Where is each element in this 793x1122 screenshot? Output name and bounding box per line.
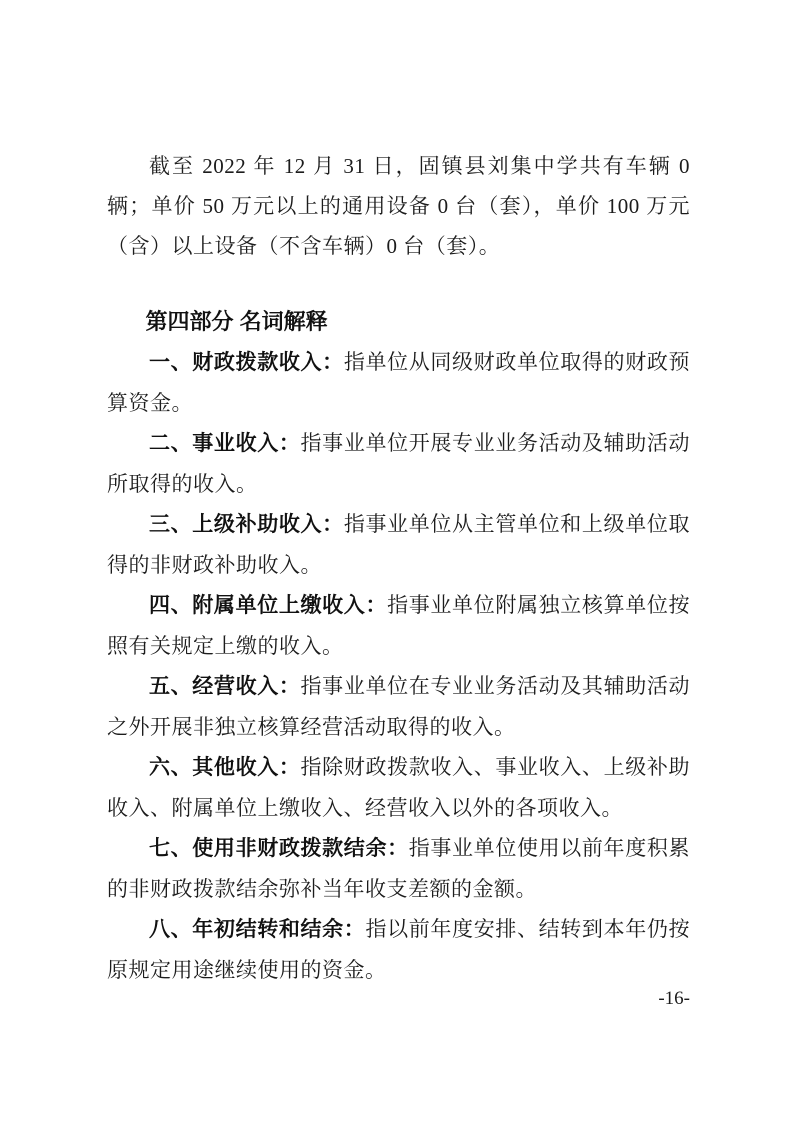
term-label: 六、其他收入： [149,756,301,779]
term-definition: 指事业单位开展专业业务活动及辅助活动所取得的收入。 [107,431,691,496]
term-item [107,423,690,504]
term-item [107,504,690,585]
term-label: 七、使用非财政拨款结余： [149,837,409,860]
text-block [107,146,690,990]
term-definition: 指事业单位在专业业务活动及其辅助活动之外开展非独立核算经营活动取得的收入。 [107,674,691,739]
term-label: 四、附属单位上缴收入： [149,594,388,617]
term-definition: 指以前年度安排、结转到本年仍按原规定用途继续使用的资金。 [107,917,691,982]
term-label: 五、经营收入： [149,675,301,698]
term-item [107,747,690,828]
term-definition: 指事业单位从主管单位和上级单位取得的非财政补助收入。 [107,512,690,577]
page-number: -16- [658,988,690,1009]
term-item [107,585,690,666]
term-definition: 指事业单位使用以前年度积累的非财政拨款结余弥补当年收支差额的金额。 [107,836,690,901]
section-heading: 第四部分 名词解释 [145,309,328,334]
term-definition: 指单位从同级财政单位取得的财政预算资金。 [107,350,690,415]
term-label: 八、年初结转和结余： [149,918,366,941]
intro-paragraph: 截至 2022 年 12 月 31 日，固镇县刘集中学共有车辆 0 辆；单价 50 万元以上的通用设备 0 台（套），单价 100 万元（含）以上设备（不含车辆）0 台（套）。 [107,154,690,258]
term-definition: 指除财政拨款收入、事业收入、上级补助收入、附属单位上缴收入、经营收入以外的各项收入。 [107,755,691,820]
term-label: 一、财政拨款收入： [149,351,344,374]
term-label: 二、事业收入： [149,432,301,455]
term-item [107,666,690,747]
term-label: 三、上级补助收入： [149,513,344,536]
term-definition: 指事业单位附属独立核算单位按照有关规定上缴的收入。 [107,593,691,658]
term-item [107,909,690,990]
term-item [107,342,690,423]
term-item [107,828,690,909]
